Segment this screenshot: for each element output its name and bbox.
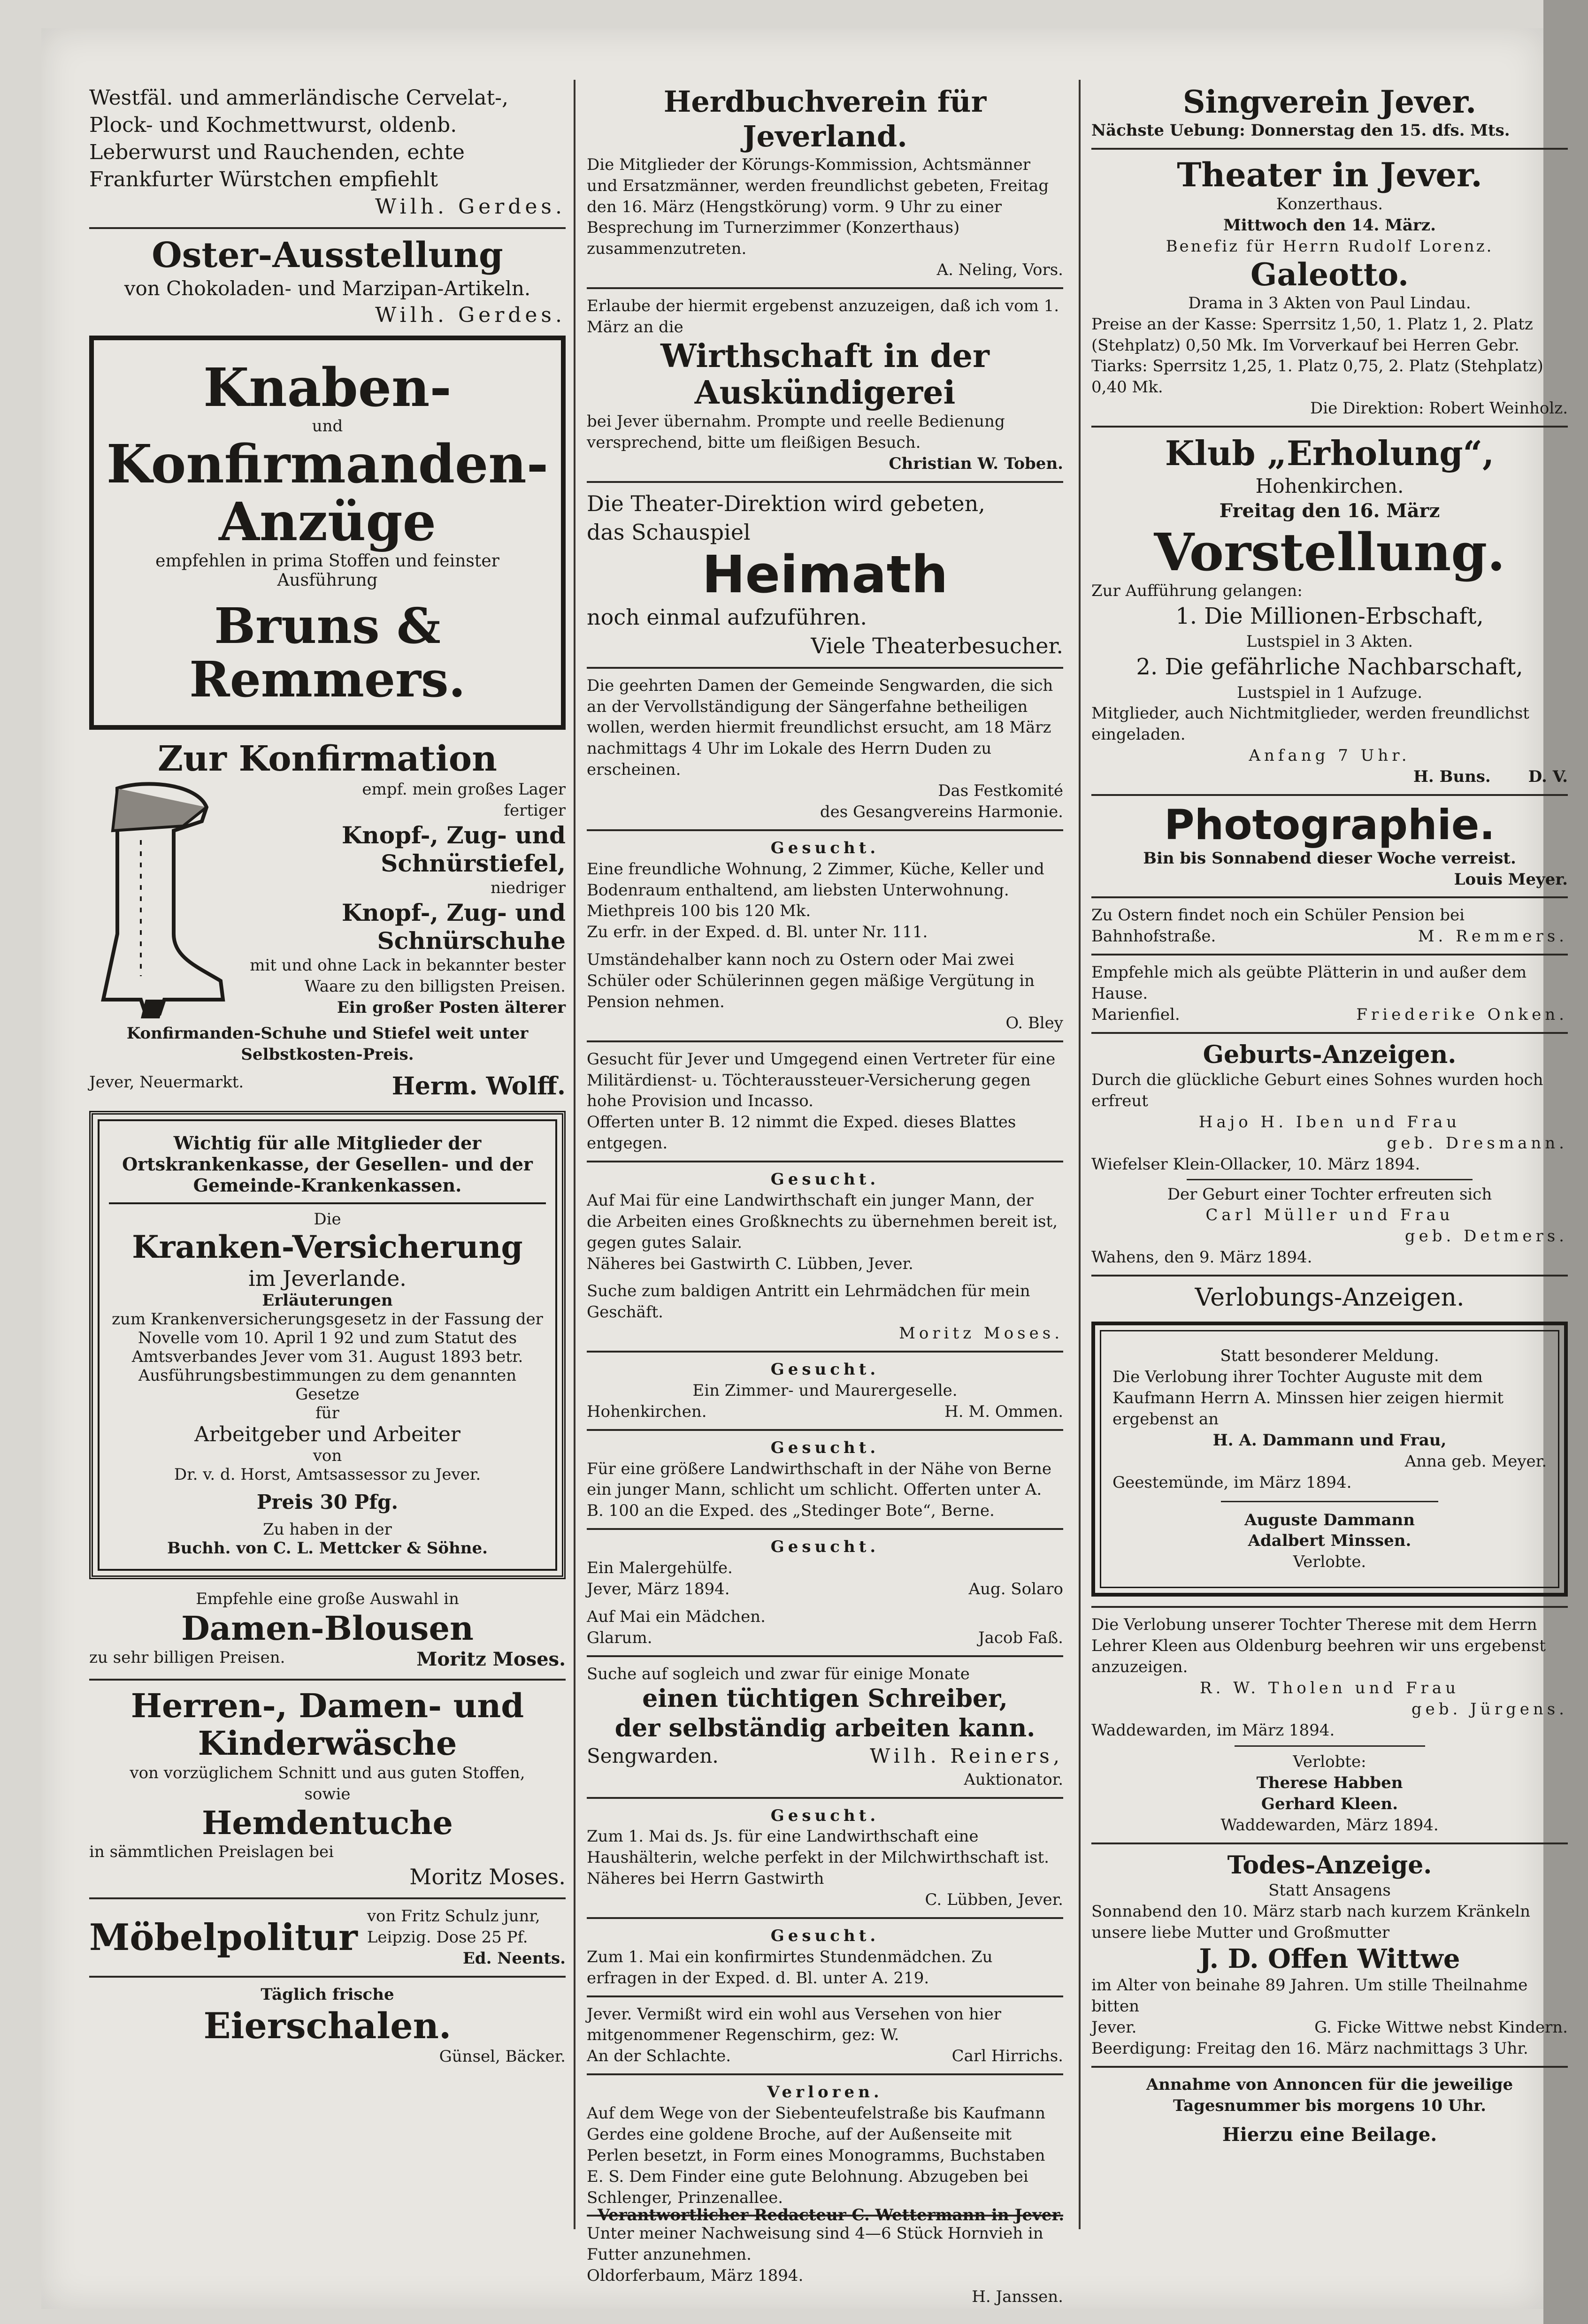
ad-beilage: Hierzu eine Beilage. (1222, 2124, 1437, 2146)
ad-klub: Klub „Erholung“, Hohenkirchen. Freitag den 16. März Vorstellung. Zur Aufführung gelangen: 1. Die Millionen-Erbschaft, Lustspiel in 3 Akten. 2. Die gefährliche Nachbarschaft, Lustspiel in 1 Aufzuge. Mitglieder, auch Nichtmitglieder, werden freundlichst eingeladen. Anfang 7 Uhr. H. Buns. D. V. (1091, 433, 1568, 787)
ad-plaetterin: Empfehle mich als geübte Plätterin in und außer dem Hause. Marienfiel. Friederike Onken. (1091, 963, 1568, 1024)
divider (587, 1528, 1063, 1530)
ad-schueler: Zu Ostern findet noch ein Schüler Pension bei Bahnhofstraße. M. Remmers. (1091, 906, 1568, 946)
ad-photo: Photographie. Bin bis Sonnabend dieser Woche verreist. Louis Meyer. (1143, 800, 1568, 889)
divider (587, 1429, 1063, 1431)
ad-schirm: Jever. Vermißt wird ein wohl aus Versehen von hier mitgenommener Regenschirm, gez: W. An der Schlachte. Carl Hirrichs. (587, 2004, 1063, 2066)
divider (1091, 426, 1568, 428)
column-divider (574, 80, 575, 2229)
ad-schreiber: Suche auf sogleich und zwar für einige Monate einen tüchtigen Schreiber, der selbständig arbeiten kann. Sengwarden. Wilh. Reiners, Auktionator. (587, 1664, 1063, 1789)
divider (89, 1897, 566, 1899)
divider (587, 1040, 1063, 1042)
ad-blusen: Empfehle eine große Auswahl in Damen-Blousen zu sehr billigen Preisen. Moritz Moses. (89, 1589, 566, 1671)
footer-editor: Verantwortlicher Redacteur C. Wettermann in Jever. (597, 2206, 1065, 2225)
ad-konfirmation: Zur Konfirmation empf. mein großes Lager fertiger Knopf-, Zug- und Schnürstiefel, niedriger Knopf-, Zug- und Schnürschuhe mit und ohne Lack in bekannter bester Waare zu den billigsten Preisen. Ein großer Posten älterer Konfirmanden-Schuhe und Stiefel weit unter Selbstkosten-Preis. Jever, Neuermarkt. Herm. Wolff. (89, 739, 566, 1101)
ad-therese: Die Verlobung unserer Tochter Therese mit dem Herrn Lehrer Kleen aus Oldenburg beehren wir uns ergebenst anzuzeigen. R. W. Tholen und Frau geb. Jürgens. Waddewarden, im März 1894. Verlobte: Therese Habben Gerhard Kleen. Waddewarden, März 1894. (1091, 1615, 1568, 1835)
divider (587, 1917, 1063, 1919)
ad-moebel: Möbelpolitur von Fritz Schulz junr, Leipzig. Dose 25 Pf. Ed. Neents. (89, 1907, 566, 1968)
ad-saenger: Die geehrten Damen der Gemeinde Sengwarden, die sich an der Vervollständigung der Sängerfahne betheiligen wollen, werden hiermit freundlichst ersucht, am 18 März nachmittags 4 Uhr im Lokale des Herrn Duden zu erscheinen. Das Festkomité des Gesangvereins Harmonie. (587, 676, 1063, 821)
divider (587, 1995, 1063, 1997)
divider (587, 829, 1063, 831)
divider (89, 1679, 566, 1681)
divider (587, 1655, 1063, 1657)
divider (587, 1797, 1063, 1799)
ad-gesucht-1: Gesucht. Eine freundliche Wohnung, 2 Zimmer, Küche, Keller und Bodenraum enthaltend, am liebsten Unterwohnung. Miethpreis 100 bis 120 Mk. Zu erfr. in der Exped. d. Bl. unter Nr. 111. (587, 838, 1044, 942)
ad-wirthschaft: Erlaube der hiermit ergebenst anzuzeigen, daß ich vom 1. März an die Wirthschaft in der Auskündigerei bei Jever übernahm. Prompte und reelle Bedienung versprechend, bitte um fleißigen Besuch. Christian W. Toben. (587, 297, 1063, 473)
divider (89, 227, 566, 229)
boot-icon (89, 779, 230, 1023)
ad-gesucht-4: Gesucht. Für eine größere Landwirthschaft in der Nähe von Berne ein junger Mann, schlicht um schlicht. Offerten unter A. B. 100 an die Exped. des „Stedinger Bote“, Berne. (587, 1438, 1052, 1521)
ad-gesucht-6: Gesucht. Zum 1. Mai ds. Js. für eine Landwirthschaft eine Haushälterin, welche perfekt in der Milchwirthschaft ist. Näheres bei Herrn Gastwirth C. Lübben, Jever. (587, 1806, 1063, 1909)
ad-hornvieh: Unter meiner Nachweisung sind 4—6 Stück Hornvieh in Futter anzunehmen. Oldorferbaum, März 1894. H. Janssen. (587, 2224, 1063, 2306)
ad-annahme: Annahme von Annoncen für die jeweilige Tagesnummer bis morgens 10 Uhr. (1146, 2075, 1513, 2115)
ad-oster: Oster-Ausstellung von Chokoladen- und Marzipan-Artikeln. Wilh. Gerdes. (124, 235, 566, 327)
divider (89, 1976, 566, 1978)
ad-gesucht-7: Gesucht. Zum 1. Mai ein konfirmirtes Stundenmädchen. Zu erfragen in der Exped. d. Bl. unter A. 219. (587, 1926, 993, 1988)
ad-geburt: Geburts-Anzeigen. Durch die glückliche Geburt eines Sohnes wurden hoch erfreut Hajo H. Iben und Frau geb. Dresmann. Wiefelser Klein-Ollacker, 10. März 1894. Der Geburt einer Tochter erfreuten sich Carl Müller und Frau geb. Detmers. Wahens, den 9. März 1894. (1091, 1040, 1568, 1267)
ad-herdbuch: Herdbuchverein für Jeverland. Die Mitglieder der Körungs-Kommission, Achtsmänner und Ersatzmänner, werden freundlichst gebeten, Freitag den 16. März (Hengstkörung) vorm. 9 Uhr zu einer Besprechung im Turnerzimmer (Konzerthaus) zusammenzutreten. A. Neling, Vors. (587, 84, 1063, 280)
ad-verloren: Verloren. Auf dem Wege von der Siebenteufelstraße bis Kaufmann Gerdes eine goldene Broche, auf der Außenseite mit Perlen besetzt, in Form eines Monogramms, Buchstaben E. S. Dem Finder eine gute Belohnung. Abzugeben bei Schlenger, Prinzenallee. (587, 2083, 1046, 2207)
divider (1091, 1606, 1568, 1608)
ad-eier: Täglich frische Eierschalen. Günsel, Bäcker. (203, 1985, 566, 2066)
divider (587, 1351, 1063, 1353)
ad-lehrmaedchen: Suche zum baldigen Antritt ein Lehrmädchen für mein Geschäft. Moritz Moses. (587, 1282, 1063, 1343)
ad-todes: Todes-Anzeige. Statt Ansagens Sonnabend den 10. März starb nach kurzem Kränkeln unsere liebe Mutter und Großmutter J. D. Offen Wittwe im Alter von beinahe 89 Jahren. Um stille Theilnahme bitten Jever. G. Ficke Wittwe nebst Kindern. Beerdigung: Freitag den 16. März nachmittags 3 Uhr. (1091, 1850, 1568, 2058)
divider (1091, 794, 1568, 796)
divider (587, 287, 1063, 289)
column-2 (587, 84, 1063, 2314)
divider (1091, 2066, 1568, 2068)
ad-kranken: Wichtig für alle Mitglieder der Ortskrankenkasse, der Gesellen- und der Gemeinde-Krankenkassen. Die Kranken-Versicherung im Jeverlande. Erläuterungen zum Krankenversicherungsgesetz in der Fassung der Novelle vom 10. April 1 92 und zum Statut des Amtsverbandes Jever vom 31. August 1893 betr. Ausführungsbestimmungen zu dem genannten Gesetze für Arbeitgeber und Arbeiter von Dr. v. d. Horst, Amtsassessor zu Jever. Preis 30 Pfg. Zu haben in der Buchh. von C. L. Mettcker & Söhne. (89, 1111, 566, 1579)
divider (1091, 954, 1568, 956)
ad-singverein: Singverein Jever. Nächste Uebung: Donnerstag den 15. dfs. Mts. (1091, 84, 1510, 140)
divider (1091, 1842, 1568, 1844)
ad-heimath: Die Theater-Direktion wird gebeten, das Schauspiel Heimath noch einmal aufzuführen. Viele Theaterbesucher. (587, 490, 1063, 658)
ad-maedchen: Auf Mai ein Mädchen. Glarum. Jacob Faß. (587, 1607, 1063, 1647)
column-3 (1091, 84, 1568, 2154)
divider (1091, 896, 1568, 898)
divider (587, 667, 1063, 669)
divider (1091, 1032, 1568, 1034)
ad-waesche: Herren-, Damen- und Kinderwäsche von vorzüglichem Schnitt und aus guten Stoffen, sowie Hemdentuche in sämmtlichen Preislagen bei Moritz Moses. (89, 1686, 566, 1889)
divider (1091, 1275, 1568, 1277)
ad-gesucht-2: Gesucht. Auf Mai für eine Landwirthschaft ein junger Mann, der die Arbeiten eines Großknechts zu übernehmen bereit ist, gegen gutes Salair. Näheres bei Gastwirth C. Lübben, Jever. (587, 1170, 1058, 1273)
ad-vertreter: Gesucht für Jever und Umgegend einen Vertreter für eine Militärdienst- u. Töchteraussteuer-Versicherung gegen hohe Provision und Incasso. Offerten unter B. 12 nimmt die Exped. dieses Blattes entgegen. (587, 1049, 1056, 1153)
divider (1091, 148, 1568, 150)
divider (587, 1161, 1063, 1162)
column-1 (89, 84, 566, 2074)
divider (587, 481, 1063, 483)
column-divider (1079, 80, 1081, 2229)
ad-cervelat: Westfäl. und ammerländische Cervelat-, Plock- und Kochmettwurst, oldenb. Leberwurst und Rauchenden, echte Frankfurter Würstchen empfiehlt Wilh. Gerdes. (89, 86, 566, 219)
ad-pension: Umständehalber kann noch zu Ostern oder Mai zwei Schüler oder Schülerinnen gegen mäßige Vergütung in Pension nehmen. O. Bley (587, 950, 1063, 1032)
ad-gesucht-5: Gesucht. Ein Malergehülfe. Jever, März 1894. Aug. Solaro (587, 1537, 1063, 1598)
ad-knaben: Knaben- und Konfirmanden- Anzüge empfehlen in prima Stoffen und feinster Ausführung Bruns & Remmers. (89, 336, 566, 730)
ad-theater: Theater in Jever. Konzerthaus. Mittwoch den 14. März. Benefiz für Herrn Rudolf Lorenz. Galeotto. Drama in 3 Akten von Paul Lindau. Preise an der Kasse: Sperrsitz 1,50, 1. Platz 1, 2. Platz (Stehplatz) 0,50 Mk. Im Vorverkauf bei Herren Gebr. Tiarks: Sperrsitz 1,25, 1. Platz 0,75, 2. Platz (Stehplatz) 0,40 Mk. Die Direktion: Robert Weinholz. (1091, 155, 1568, 418)
ad-gesucht-3: Gesucht. Ein Zimmer- und Maurergeselle. Hohenkirchen. H. M. Ommen. (587, 1360, 1063, 1421)
ad-verlobung: Verlobungs-Anzeigen. Statt besonderer Meldung. Die Verlobung ihrer Tochter Auguste mit dem Kaufmann Herrn A. Minssen hier zeigen hiermit ergebenst an H. A. Dammann und Frau, Anna geb. Meyer. Geestemünde, im März 1894. Auguste Dammann Adalbert Minssen. Verlobte. (1091, 1283, 1568, 1597)
divider (587, 2073, 1063, 2075)
